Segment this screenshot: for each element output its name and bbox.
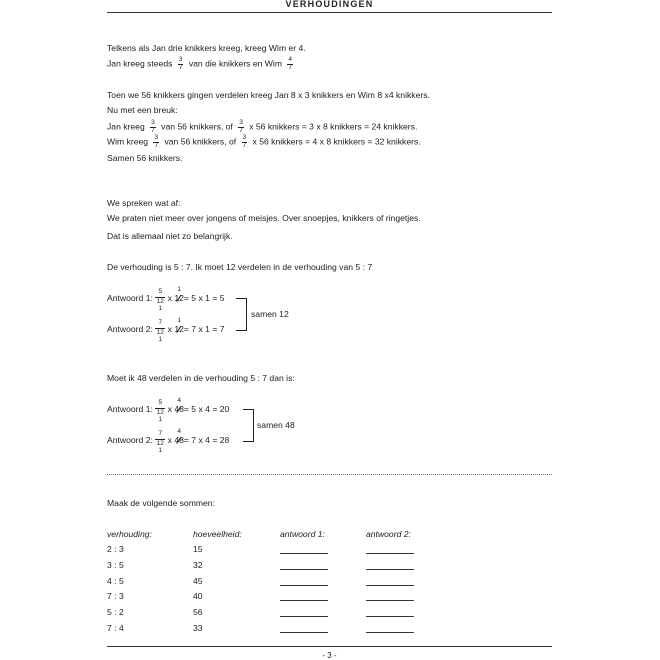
ratio-cell: 4 : 5 <box>107 575 124 586</box>
reduced-value: 4 <box>177 428 181 435</box>
answer-result: = 5 x 4 = 20 <box>183 404 230 414</box>
column-header-answer-1: antwoord 1: <box>280 529 325 539</box>
answer-1-blank[interactable] <box>280 585 328 586</box>
fraction-numerator: 7 <box>158 430 163 437</box>
answer-1-blank[interactable] <box>280 553 328 554</box>
column-header-answer-2: antwoord 2: <box>366 529 411 539</box>
answer-2-blank[interactable] <box>366 600 414 601</box>
fraction-numerator: 4 <box>288 56 293 63</box>
answer-result: = 7 x 1 = 7 <box>183 324 225 334</box>
answer-label: Antwoord 1: <box>107 404 153 414</box>
example2-total: samen 48 <box>257 420 295 430</box>
answer-2-blank[interactable] <box>366 616 414 617</box>
amount-cell: 56 <box>193 607 203 618</box>
answer-1-blank[interactable] <box>280 600 328 601</box>
example1-answer-2 <box>107 317 225 343</box>
answer-2-blank[interactable] <box>366 569 414 570</box>
fraction-denominator: 7 <box>288 63 293 71</box>
fraction-denominator: 7 <box>242 141 247 149</box>
agreement-line-3: Dat is allemaal niet zo belangrijk. <box>107 231 233 241</box>
answer-label: Antwoord 1: <box>107 293 153 303</box>
reduced-value: 4 <box>177 397 181 404</box>
amount-cell: 15 <box>193 544 203 554</box>
fraction-numerator: 3 <box>151 119 155 126</box>
fraction-denominator: 12 <box>156 440 164 447</box>
fraction-denominator: 12 <box>156 329 164 336</box>
answer-1-blank[interactable] <box>280 632 328 633</box>
sum-bracket <box>236 298 247 331</box>
answer-1-blank[interactable] <box>280 569 328 570</box>
times-sign: x <box>167 435 172 445</box>
reduced-value: 1 <box>177 286 181 293</box>
example1-answer-1 <box>107 286 225 312</box>
example2-intro: Moet ik 48 verdelen in de verhouding 5 : 7 dan is: <box>107 373 295 383</box>
agreement-line-2: We praten niet meer over jongens of meisjes. Over snoepjes, knikkers of ringetjes. <box>107 213 421 223</box>
stacked-fraction <box>155 288 165 312</box>
fraction-reduced: 1 <box>158 416 163 423</box>
footer-rule <box>107 646 552 647</box>
jan-text-a: Jan kreeg <box>107 121 145 132</box>
fraction-denominator: 7 <box>239 126 243 134</box>
times-sign: x <box>167 324 172 334</box>
fraction-numerator: 3 <box>242 134 247 141</box>
ratio-cell: 2 : 3 <box>107 544 124 554</box>
wim-text-a: Wim kreeg <box>107 136 149 147</box>
reduced-value: 1 <box>177 317 181 324</box>
fraction-numerator: 3 <box>239 119 243 126</box>
intro-line-2 <box>107 57 296 71</box>
fraction <box>178 57 184 71</box>
jan-text-b: van 56 knikkers, of <box>161 121 233 132</box>
page-header <box>107 0 552 13</box>
fraction <box>287 57 293 71</box>
column-header-amount: hoeveelheid: <box>193 529 242 539</box>
ratio-cell: 7 : 4 <box>107 623 124 633</box>
division-line-2: Nu met een breuk: <box>107 105 178 115</box>
fraction-denominator: 12 <box>156 298 164 305</box>
intro-line-1: Telkens als Jan drie knikkers kreeg, kreeg Wim er 4. <box>107 43 306 53</box>
times-sign: x <box>167 404 172 414</box>
example2-answer-1 <box>107 397 230 423</box>
fraction-numerator: 5 <box>158 399 163 406</box>
division-total: Samen 56 knikkers. <box>107 153 183 163</box>
answer-label: Antwoord 2: <box>107 324 153 334</box>
fraction-denominator: 7 <box>151 126 155 134</box>
original-value: 12 <box>174 324 184 334</box>
intro-text-a: Jan kreeg steeds <box>107 58 173 69</box>
fraction <box>238 120 244 134</box>
cancelled-number <box>174 317 184 335</box>
original-value: 12 <box>174 293 184 303</box>
fraction-numerator: 3 <box>178 56 183 63</box>
fraction <box>150 120 156 134</box>
exercise-title: Maak de volgende sommen: <box>107 498 215 508</box>
ratio-cell: 3 : 5 <box>107 559 124 570</box>
answer-2-blank[interactable] <box>366 632 414 633</box>
agreement-line-1: We spreken wat af: <box>107 198 181 208</box>
cancelled-number <box>174 397 184 415</box>
answer-result: = 5 x 1 = 5 <box>183 293 225 303</box>
fraction-denominator: 7 <box>154 141 159 149</box>
answer-2-blank[interactable] <box>366 553 414 554</box>
column-header-ratio: verhouding: <box>107 529 152 539</box>
wim-text-c: x 56 knikkers = 4 x 8 knikkers = 32 knikkers. <box>252 136 421 147</box>
division-wim-line <box>107 135 421 149</box>
amount-cell: 45 <box>193 575 203 586</box>
example2-answer-2 <box>107 428 230 454</box>
fraction-denominator: 7 <box>178 63 183 71</box>
division-line-1: Toen we 56 knikkers gingen verdelen kreeg Jan 8 x 3 knikkers en Wim 8 x4 knikkers. <box>107 90 430 100</box>
page-number: - 3 - <box>322 651 337 660</box>
fraction-reduced: 1 <box>158 305 163 312</box>
fraction-denominator: 12 <box>156 409 164 416</box>
cancelled-number <box>174 286 184 304</box>
fraction-numerator: 5 <box>158 288 163 295</box>
page-title: VERHOUDINGEN <box>285 0 374 9</box>
intro-text-b: van die knikkers en Wim <box>188 58 282 69</box>
example1-total: samen 12 <box>251 309 289 319</box>
jan-text-c: x 56 knikkers = 3 x 8 knikkers = 24 knikkers. <box>249 121 418 132</box>
fraction <box>153 135 159 149</box>
amount-cell: 33 <box>193 623 203 633</box>
original-value: 48 <box>174 404 184 414</box>
fraction-numerator: 7 <box>158 319 163 326</box>
ratio-cell: 5 : 2 <box>107 607 124 618</box>
answer-2-blank[interactable] <box>366 585 414 586</box>
ratio-cell: 7 : 3 <box>107 591 124 602</box>
fraction-reduced: 1 <box>158 336 163 343</box>
division-jan-line <box>107 120 417 134</box>
stacked-fraction <box>155 399 165 423</box>
fraction-reduced: 1 <box>158 447 163 454</box>
answer-1-blank[interactable] <box>280 616 328 617</box>
wim-text-b: van 56 knikkers, of <box>164 136 237 147</box>
stacked-fraction <box>155 319 165 343</box>
answer-result: = 7 x 4 = 28 <box>183 435 230 445</box>
dotted-divider <box>107 474 552 475</box>
fraction-numerator: 3 <box>154 134 159 141</box>
sum-bracket <box>243 409 254 442</box>
answer-label: Antwoord 2: <box>107 435 153 445</box>
fraction <box>242 135 248 149</box>
example1-intro: De verhouding is 5 : 7. Ik moet 12 verdelen in de verhouding van 5 : 7 <box>107 262 373 272</box>
stacked-fraction <box>155 430 165 454</box>
amount-cell: 40 <box>193 591 203 602</box>
amount-cell: 32 <box>193 559 203 570</box>
cancelled-number <box>174 428 184 446</box>
original-value: 48 <box>174 435 184 445</box>
times-sign: x <box>167 293 172 303</box>
